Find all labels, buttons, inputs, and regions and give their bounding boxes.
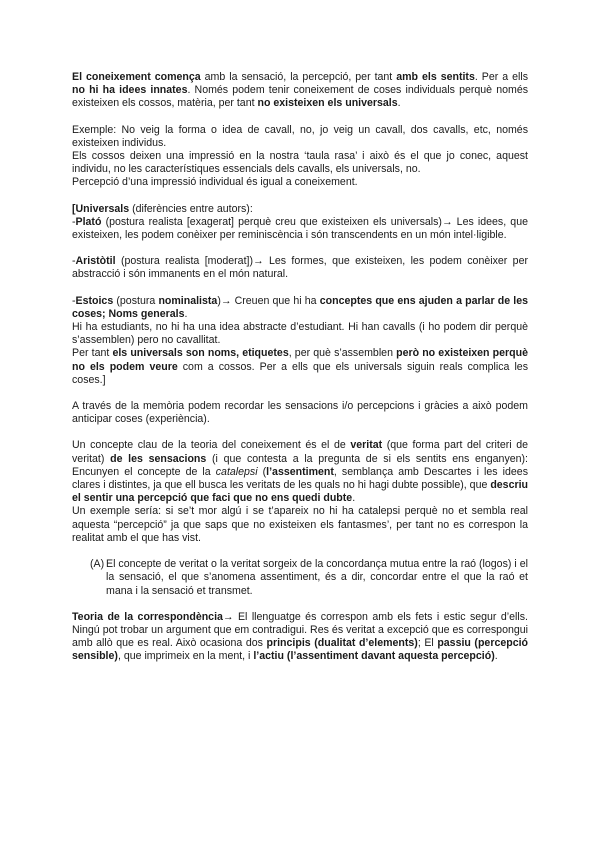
bold-text: amb els sentits xyxy=(396,71,475,83)
bold-text: Plató xyxy=(75,215,102,228)
text-run: - xyxy=(72,215,76,228)
text-run: A través de la memòria podem recordar les sensacions i/o percepcions i gràcies a això podem anticipar coses (experiència). xyxy=(72,400,528,426)
paragraph-gap xyxy=(72,282,528,295)
paragraph xyxy=(72,400,528,426)
bold-text: no hi ha idees innates xyxy=(72,84,188,97)
text-run: Un exemple sería: si se’t mor algú i se t’apareix no hi ha catalepsi perquè no et sembla real aquesta “percepció” ja que saps que no existeixen els fantasmes’, per tant no es correspon la realitat amb el que has vist. xyxy=(72,505,528,544)
paragraph xyxy=(72,505,528,545)
text-run: ; El xyxy=(417,637,438,650)
paragraph xyxy=(72,439,528,505)
italic-text: catalepsi xyxy=(215,465,258,478)
text-run: Percepció d’una impressió individual és igual a coneixement. xyxy=(72,176,358,189)
text-run: ( xyxy=(257,465,267,478)
paragraph xyxy=(72,321,528,347)
bold-text: Aristòtil xyxy=(75,255,116,268)
bold-text: els universals son noms, etiquetes xyxy=(112,347,289,360)
text-run: (postura realista [exagerat] perquè creu que existeixen els universals)→ Les idees, que existeixen, les podem conèixer per reminiscència i són transcendents en un món intel·ligible. xyxy=(72,215,528,242)
document-page xyxy=(72,71,528,664)
text-run: (i que contesta a la pregunta de si els sentits ens enganyen): Encunyen el concepte de la xyxy=(72,452,529,478)
text-run: com a cossos. Per a ells que els universals siguin reals complica les coses.] xyxy=(72,360,528,386)
bold-text: Estoics xyxy=(75,294,114,307)
text-run: )→ Creuen que hi ha xyxy=(217,294,320,307)
text-run: . xyxy=(184,307,188,320)
bold-text: conceptes que ens ajuden a parlar de les coses; Noms generals xyxy=(72,294,529,320)
paragraph xyxy=(72,347,528,387)
paragraph xyxy=(72,611,528,664)
bold-text: Teoria de la correspondència xyxy=(72,610,223,623)
text-run: . xyxy=(494,650,498,663)
bold-text: l’assentiment xyxy=(266,465,334,478)
paragraph-gap xyxy=(72,545,528,558)
paragraph xyxy=(72,150,528,176)
bold-text: principis (dualitat d’elements) xyxy=(266,637,418,650)
text-run: . Per a ells xyxy=(474,71,529,83)
paragraph-gap xyxy=(72,190,528,203)
text-run: . xyxy=(397,97,401,110)
text-run: (diferències entre autors): xyxy=(129,202,253,215)
text-run: Un concepte clau de la teoria del coneixement és el de xyxy=(72,439,351,452)
text-run: . Només podem tenir coneixement de coses individuals perquè només existeixen els cossos, matèria, per tant xyxy=(72,84,529,110)
text-run: (postura xyxy=(113,294,159,307)
text-run: , semblança amb Descartes i les idees clares i distintes, ja que ell busca les veritats de les quals no hi hagi dubte possible), que xyxy=(72,465,528,492)
paragraph xyxy=(72,176,528,189)
list-item-label: (A) xyxy=(90,558,105,571)
paragraph-gap xyxy=(72,242,528,255)
text-run: (que forma part del criteri de veritat) xyxy=(72,439,528,465)
list-item xyxy=(72,558,528,598)
text-run: - xyxy=(72,294,76,307)
text-run: Hi ha estudiants, no hi ha una idea abstracte d’estudiant. Hi han cavalls (i ho podem dir perquè s’assemblen) pero no cavallitat. xyxy=(72,321,528,347)
text-run: , per què s’assemblen xyxy=(288,347,397,360)
text-run: (postura realista [moderat])→ Les formes, que existeixen, les podem conèixer per abstracció i són immanents en el món natural. xyxy=(72,255,528,281)
paragraph xyxy=(72,203,528,216)
text-run: Per tant xyxy=(72,347,113,360)
bold-text: no existeixen els universals xyxy=(257,97,398,110)
paragraph xyxy=(72,295,528,321)
text-run: Els cossos deixen una impressió en la nostra ‘taula rasa’ i això és el que jo conec, aquest individu, no les característiques essencials dels cavalls, els universals, no. xyxy=(72,150,528,176)
paragraph xyxy=(72,255,528,281)
paragraph-gap xyxy=(72,598,528,611)
text-run: → El llenguatge és correspon amb els fets i estic segur d’ells. Ningú pot trobar un argument que em contradigui. Res és veritat a excepció que es correspongui amb allò que es real. Això ocasiona dos xyxy=(72,610,528,650)
text-run: . xyxy=(352,492,356,505)
bold-text: nominalista xyxy=(158,294,218,307)
paragraph-gap xyxy=(72,111,528,124)
text-run: El concepte de veritat o la veritat sorgeix de la concordança mutua entre la raó (logos) i el la sensació, el que s’anomena assentiment, és a dir, concordar entre el que la raó et mana i la sensació et transmet. xyxy=(106,558,528,597)
bold-text: de les sensacions xyxy=(110,452,207,465)
bold-text: veritat xyxy=(350,439,383,452)
paragraph-gap xyxy=(72,426,528,439)
bold-text: [Universals xyxy=(72,202,130,215)
text-run: Exemple: No veig la forma o idea de cavall, no, jo veig un cavall, dos cavalls, etc, només existeixen individus. xyxy=(72,123,528,149)
paragraph-gap xyxy=(72,387,528,400)
paragraph xyxy=(72,71,528,111)
bold-text: El coneixement comença xyxy=(72,71,201,83)
paragraph xyxy=(72,124,528,150)
text-run: , que imprimeix en la ment, i xyxy=(117,650,254,663)
bold-text: l’actiu (l’assentiment davant aquesta percepció) xyxy=(253,650,495,663)
bold-text: però no existeixen perquè no els podem veure xyxy=(72,347,528,373)
bold-text: passiu (percepció sensible) xyxy=(72,637,528,663)
text-run: amb la sensació, la percepció, per tant xyxy=(200,71,397,83)
bold-text: descriu el sentir una percepció que faci que no ens quedi dubte xyxy=(72,479,528,505)
text-run: - xyxy=(72,255,76,268)
paragraph xyxy=(72,216,528,242)
